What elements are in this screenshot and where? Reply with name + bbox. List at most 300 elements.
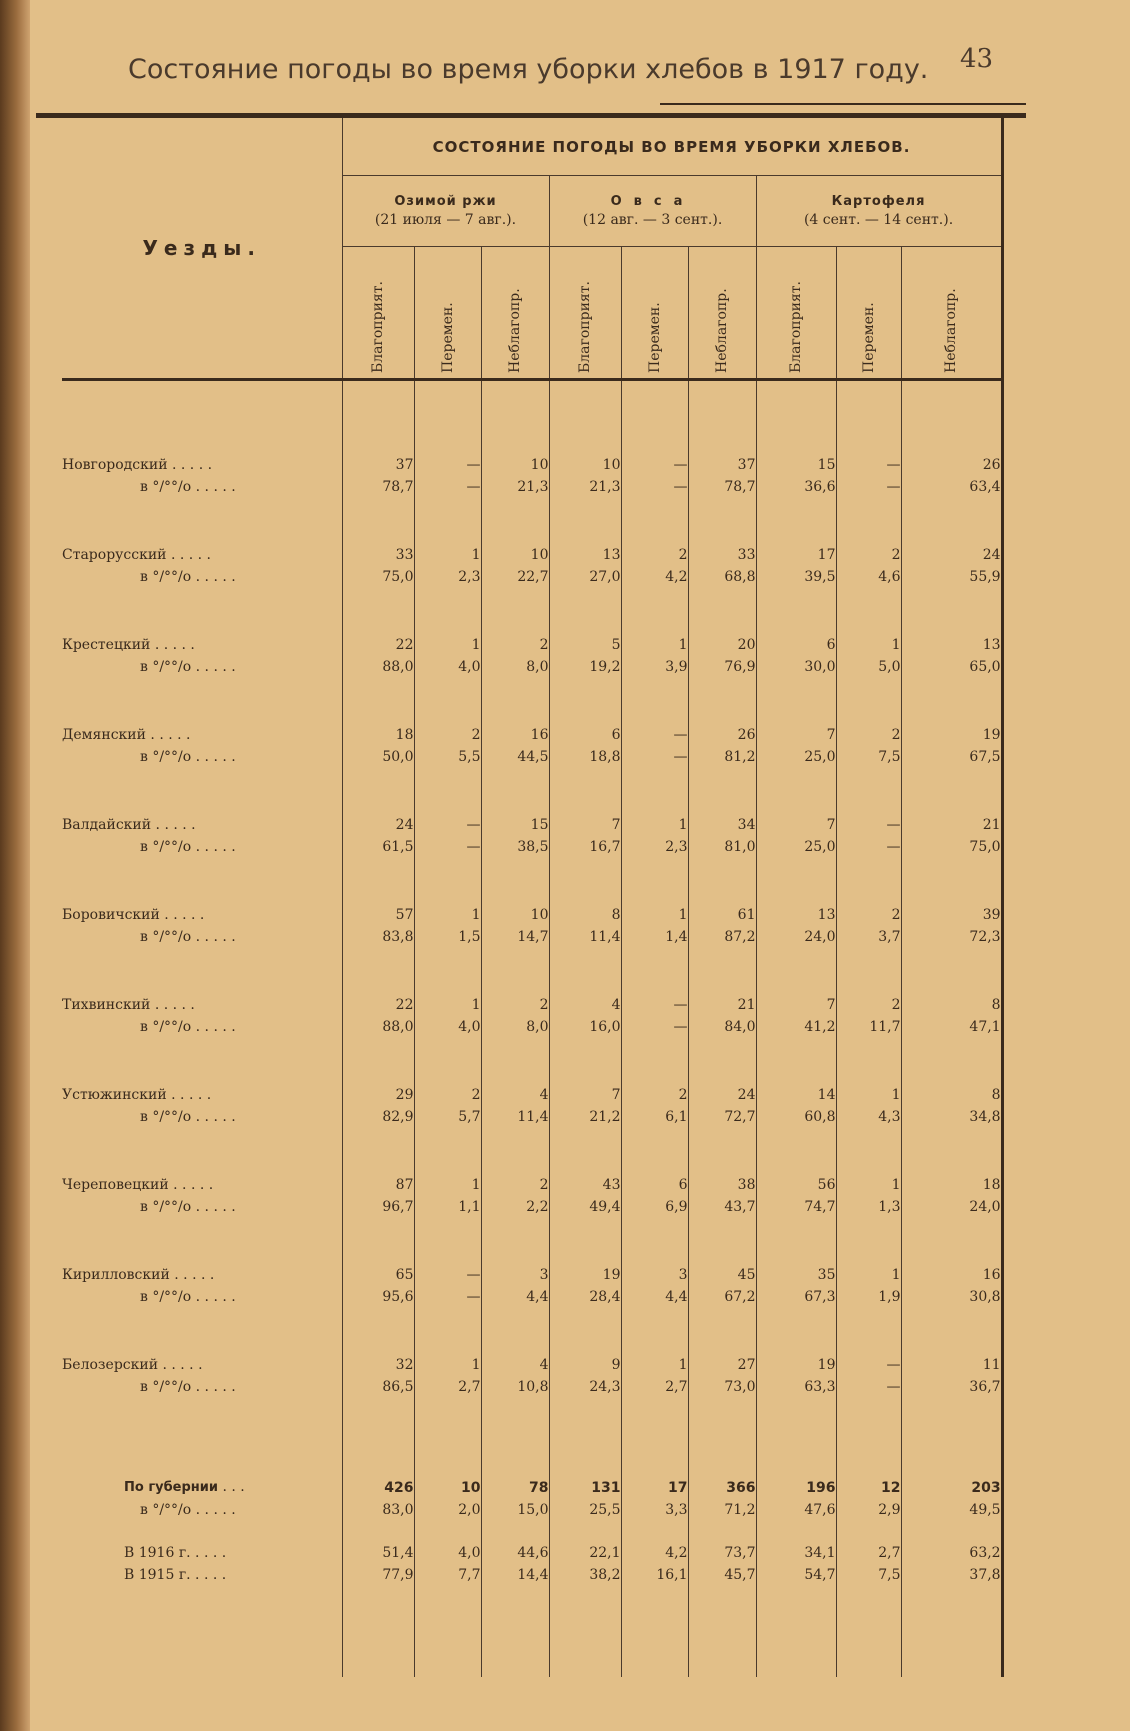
- count-value: 3: [678, 1267, 688, 1283]
- cell: 10 2,0: [414, 1421, 481, 1521]
- cell: [342, 701, 414, 791]
- count-value: —: [673, 727, 688, 743]
- cell: [342, 1151, 414, 1241]
- count-value: 3: [539, 1267, 549, 1283]
- pct-value: 36,7: [969, 1379, 1001, 1395]
- cell: 78 15,0: [481, 1421, 549, 1521]
- pct-value: 78,7: [724, 479, 756, 495]
- pct-value: 4,2: [665, 569, 688, 585]
- pct-value: 75,0: [969, 839, 1001, 855]
- previous-years-row: [62, 1521, 1002, 1607]
- pct-value: 74,7: [804, 1199, 836, 1215]
- pct-value: 24,0: [804, 929, 836, 945]
- count-value: 29: [395, 1087, 414, 1103]
- count-value: 33: [737, 547, 756, 563]
- count-value: 13: [982, 637, 1001, 653]
- pct-value: 44,5: [517, 749, 549, 765]
- pct-label: в °/°°/о . . . . .: [140, 1289, 236, 1305]
- cell: [688, 1241, 756, 1331]
- cell: 131 25,5: [549, 1421, 621, 1521]
- count-value: 7: [826, 727, 836, 743]
- cell: [549, 611, 621, 701]
- cell: [414, 521, 481, 611]
- pct-label: в °/°°/о . . . . .: [140, 1109, 236, 1125]
- district-name: Крестецкий: [62, 637, 151, 653]
- pct-value: 11,7: [869, 1019, 901, 1035]
- cell: [688, 971, 756, 1061]
- table-row: [62, 611, 1002, 701]
- count-value: 26: [982, 457, 1001, 473]
- cell: [481, 881, 549, 971]
- group-header-potatoes: [756, 176, 1002, 247]
- count-value: 10: [530, 457, 549, 473]
- count-value: 15: [530, 817, 549, 833]
- pct-value: 21,2: [589, 1109, 621, 1125]
- cell: [342, 971, 414, 1061]
- count-value: 21: [737, 997, 756, 1013]
- pct-value: 55,9: [969, 569, 1001, 585]
- count-value: —: [886, 457, 901, 473]
- count-value: 2: [471, 727, 481, 743]
- cell: [481, 521, 549, 611]
- pct-value: 39,5: [804, 569, 836, 585]
- table-row: [62, 791, 1002, 881]
- pct-value: —: [673, 479, 688, 495]
- cell: 22,1 38,2: [549, 1521, 621, 1607]
- count-value: 7: [611, 1087, 621, 1103]
- pct-value: 6,1: [665, 1109, 688, 1125]
- cell: [901, 611, 1002, 701]
- cell: [621, 611, 688, 701]
- pct-value: 30,0: [804, 659, 836, 675]
- cell: [621, 1241, 688, 1331]
- pct-value: 3,7: [878, 929, 901, 945]
- pct-value: —: [466, 1289, 481, 1305]
- district-name-cell: Старорусский . . . . . в °/°°/о . . . . .: [62, 521, 342, 611]
- pct-label: в °/°°/о . . . . .: [140, 479, 236, 495]
- cell: 17 3,3: [621, 1421, 688, 1521]
- pct-value: 50,0: [382, 749, 414, 765]
- count-value: 2: [891, 907, 901, 923]
- group-period: (12 авг. — 3 сент.).: [582, 212, 723, 228]
- count-value: 21: [982, 817, 1001, 833]
- pct-value: 49,4: [589, 1199, 621, 1215]
- pct-value: 81,2: [724, 749, 756, 765]
- pct-value: 2,7: [665, 1379, 688, 1395]
- pct-value: 30,8: [969, 1289, 1001, 1305]
- count-value: 1: [471, 1357, 481, 1373]
- cell: 34,1 54,7: [756, 1521, 836, 1607]
- count-value: 1: [471, 637, 481, 653]
- cell: [481, 701, 549, 791]
- cell: [414, 701, 481, 791]
- cell: [688, 881, 756, 971]
- cell: [549, 1061, 621, 1151]
- cell: [688, 431, 756, 521]
- count-value: 1: [678, 907, 688, 923]
- cell: [342, 1331, 414, 1421]
- pct-value: 8,0: [526, 659, 549, 675]
- count-value: 2: [678, 1087, 688, 1103]
- pct-value: —: [673, 749, 688, 765]
- previous-years-labels: В 1916 г. . . . . В 1915 г. . . . .: [62, 1521, 342, 1607]
- cell: [756, 431, 836, 521]
- group-name: Озимой ржи: [394, 194, 497, 209]
- pct-value: 2,7: [458, 1379, 481, 1395]
- count-value: 37: [395, 457, 414, 473]
- cell: [901, 521, 1002, 611]
- pct-value: 86,5: [382, 1379, 414, 1395]
- cell: [414, 971, 481, 1061]
- count-value: 38: [737, 1177, 756, 1193]
- pct-label: в °/°°/о . . . . .: [140, 749, 236, 765]
- pct-value: 34,8: [969, 1109, 1001, 1125]
- count-value: 7: [826, 817, 836, 833]
- count-value: 19: [982, 727, 1001, 743]
- count-value: 6: [826, 637, 836, 653]
- count-value: 4: [611, 997, 621, 1013]
- count-value: 6: [611, 727, 621, 743]
- cell: [901, 431, 1002, 521]
- count-value: —: [466, 1267, 481, 1283]
- pct-value: —: [466, 839, 481, 855]
- cell: [414, 1331, 481, 1421]
- cell: [901, 791, 1002, 881]
- cell: [836, 611, 901, 701]
- count-value: 1: [891, 1267, 901, 1283]
- group-period: (21 июля — 7 авг.).: [374, 212, 517, 228]
- cell: [756, 1061, 836, 1151]
- subheader-favorable: Благоприят.: [549, 247, 621, 380]
- pct-value: 63,4: [969, 479, 1001, 495]
- book-spine-edge: [0, 0, 30, 1731]
- pct-value: 36,6: [804, 479, 836, 495]
- cell: [481, 431, 549, 521]
- subheader-unfavorable: Неблагопр.: [688, 247, 756, 380]
- cell: [756, 881, 836, 971]
- count-value: 4: [539, 1087, 549, 1103]
- subheader-favorable: Благоприят.: [342, 247, 414, 380]
- pct-value: 10,8: [517, 1379, 549, 1395]
- count-value: 2: [539, 1177, 549, 1193]
- count-value: 1: [678, 1357, 688, 1373]
- cell: [549, 1331, 621, 1421]
- pct-value: 28,4: [589, 1289, 621, 1305]
- cell: [549, 521, 621, 611]
- cell: [621, 881, 688, 971]
- count-value: 4: [539, 1357, 549, 1373]
- count-value: —: [886, 1357, 901, 1373]
- district-name: Боровичский: [62, 907, 160, 923]
- cell: 12 2,9: [836, 1421, 901, 1521]
- count-value: 1: [891, 1177, 901, 1193]
- count-value: 2: [891, 547, 901, 563]
- count-value: 19: [817, 1357, 836, 1373]
- pct-label: в °/°°/о . . . . .: [140, 569, 236, 585]
- count-value: 32: [395, 1357, 414, 1373]
- column-header-uezdy: Уезды.: [62, 118, 342, 380]
- pct-value: 21,3: [589, 479, 621, 495]
- pct-value: 7,5: [878, 749, 901, 765]
- district-name-cell: Крестецкий . . . . . в °/°°/о . . . . .: [62, 611, 342, 701]
- cell: [549, 1241, 621, 1331]
- cell: [688, 611, 756, 701]
- district-name: Новгородский: [62, 457, 168, 473]
- pct-value: —: [886, 1379, 901, 1395]
- cell: [688, 1061, 756, 1151]
- pct-value: —: [466, 479, 481, 495]
- cell: [756, 971, 836, 1061]
- cell: [481, 1151, 549, 1241]
- cell: 63,2 37,8: [901, 1521, 1002, 1607]
- cell: [836, 1331, 901, 1421]
- subheader-unfavorable: Неблагопр.: [901, 247, 1002, 380]
- count-value: —: [886, 817, 901, 833]
- district-name: Череповецкий: [62, 1177, 169, 1193]
- cell: [836, 701, 901, 791]
- count-value: —: [466, 457, 481, 473]
- count-value: 27: [737, 1357, 756, 1373]
- pct-label: в °/°°/о . . . . .: [140, 929, 236, 945]
- count-value: 43: [602, 1177, 621, 1193]
- cell: [688, 1331, 756, 1421]
- group-header-rye: [342, 176, 549, 247]
- count-value: 7: [826, 997, 836, 1013]
- count-value: 13: [817, 907, 836, 923]
- count-value: 33: [395, 547, 414, 563]
- cell: [549, 701, 621, 791]
- pct-value: 60,8: [804, 1109, 836, 1125]
- cell: [342, 521, 414, 611]
- page-number: 43: [960, 44, 994, 74]
- cell: [414, 611, 481, 701]
- count-value: 10: [530, 547, 549, 563]
- pct-value: 4,0: [458, 1019, 481, 1035]
- pct-value: 83,8: [382, 929, 414, 945]
- pct-value: 27,0: [589, 569, 621, 585]
- cell: [414, 1061, 481, 1151]
- cell: [756, 1151, 836, 1241]
- pct-value: 3,9: [665, 659, 688, 675]
- pct-value: 78,7: [382, 479, 414, 495]
- cell: [901, 1331, 1002, 1421]
- count-value: 5: [611, 637, 621, 653]
- pct-value: 2,3: [665, 839, 688, 855]
- pct-value: 1,9: [878, 1289, 901, 1305]
- count-value: 6: [678, 1177, 688, 1193]
- pct-value: 61,5: [382, 839, 414, 855]
- pct-value: 38,5: [517, 839, 549, 855]
- cell: [836, 791, 901, 881]
- cell: [481, 1241, 549, 1331]
- cell: [342, 431, 414, 521]
- pct-value: 4,6: [878, 569, 901, 585]
- count-value: 15: [817, 457, 836, 473]
- count-value: 1: [471, 1177, 481, 1193]
- count-value: 8: [991, 997, 1001, 1013]
- cell: [756, 1241, 836, 1331]
- table-row: [62, 1151, 1002, 1241]
- pct-value: 76,9: [724, 659, 756, 675]
- pct-value: 1,3: [878, 1199, 901, 1215]
- cell: [621, 701, 688, 791]
- pct-value: 68,8: [724, 569, 756, 585]
- cell: [836, 1061, 901, 1151]
- cell: [621, 431, 688, 521]
- pct-value: —: [886, 839, 901, 855]
- cell: [621, 521, 688, 611]
- cell: [901, 1241, 1002, 1331]
- cell: [342, 791, 414, 881]
- pct-value: 72,7: [724, 1109, 756, 1125]
- pct-value: 19,2: [589, 659, 621, 675]
- pct-value: 41,2: [804, 1019, 836, 1035]
- count-value: 18: [395, 727, 414, 743]
- cell: [549, 881, 621, 971]
- pct-value: 63,3: [804, 1379, 836, 1395]
- pct-label: в °/°°/о . . . . .: [140, 1199, 236, 1215]
- pct-value: 25,0: [804, 839, 836, 855]
- pct-value: 21,3: [517, 479, 549, 495]
- subheader-variable: Перемен.: [621, 247, 688, 380]
- district-name-cell: Тихвинский . . . . . в °/°°/о . . . . .: [62, 971, 342, 1061]
- cell: 196 47,6: [756, 1421, 836, 1521]
- district-name-cell: Устюжинский . . . . . в °/°°/о . . . . .: [62, 1061, 342, 1151]
- cell: [481, 971, 549, 1061]
- pct-value: 88,0: [382, 1019, 414, 1035]
- count-value: 14: [817, 1087, 836, 1103]
- district-name-cell: Боровичский . . . . . в °/°°/о . . . . .: [62, 881, 342, 971]
- cell: 73,7 45,7: [688, 1521, 756, 1607]
- count-value: 9: [611, 1357, 621, 1373]
- pct-value: 73,0: [724, 1379, 756, 1395]
- pct-value: 75,0: [382, 569, 414, 585]
- pct-value: 14,7: [517, 929, 549, 945]
- pct-value: 2,2: [526, 1199, 549, 1215]
- cell: [621, 1151, 688, 1241]
- total-label: По губернии: [124, 1480, 219, 1495]
- count-value: 10: [602, 457, 621, 473]
- cell: [621, 791, 688, 881]
- count-value: 57: [395, 907, 414, 923]
- cell: 2,7 7,5: [836, 1521, 901, 1607]
- cell: [688, 701, 756, 791]
- pct-value: 84,0: [724, 1019, 756, 1035]
- pct-value: 88,0: [382, 659, 414, 675]
- cell: 4,0 7,7: [414, 1521, 481, 1607]
- count-value: 10: [530, 907, 549, 923]
- header-rule-thin: [660, 103, 1026, 105]
- count-value: 8: [611, 907, 621, 923]
- pct-value: 1,5: [458, 929, 481, 945]
- count-value: 19: [602, 1267, 621, 1283]
- count-value: 1: [891, 637, 901, 653]
- pct-value: 4,0: [458, 659, 481, 675]
- pct-value: 67,3: [804, 1289, 836, 1305]
- count-value: 8: [991, 1087, 1001, 1103]
- count-value: 24: [982, 547, 1001, 563]
- cell: [414, 1151, 481, 1241]
- cell: [549, 791, 621, 881]
- table-row: [62, 1241, 1002, 1331]
- cell: [836, 431, 901, 521]
- pct-value: 81,0: [724, 839, 756, 855]
- pct-value: 65,0: [969, 659, 1001, 675]
- cell: [836, 521, 901, 611]
- count-value: 13: [602, 547, 621, 563]
- pct-value: 4,4: [665, 1289, 688, 1305]
- count-value: —: [673, 997, 688, 1013]
- count-value: 16: [530, 727, 549, 743]
- pct-value: 16,7: [589, 839, 621, 855]
- district-name: Тихвинский: [62, 997, 151, 1013]
- pct-value: 16,0: [589, 1019, 621, 1035]
- count-value: 56: [817, 1177, 836, 1193]
- cell: [901, 1151, 1002, 1241]
- cell: [549, 971, 621, 1061]
- cell: [901, 971, 1002, 1061]
- cell: [481, 1331, 549, 1421]
- cell: [756, 521, 836, 611]
- cell: [549, 1151, 621, 1241]
- pct-value: —: [886, 479, 901, 495]
- table-row: [62, 701, 1002, 791]
- cell: [549, 431, 621, 521]
- cell: [621, 971, 688, 1061]
- district-name-cell: Белозерский . . . . . в °/°°/о . . . . .: [62, 1331, 342, 1421]
- count-value: 22: [395, 997, 414, 1013]
- district-name-cell: Кирилловский . . . . . в °/°°/о . . . . .: [62, 1241, 342, 1331]
- cell: [901, 1061, 1002, 1151]
- page-title: Состояние погоды во время уборки хлебов в 1917 году.: [128, 54, 929, 85]
- cell: [688, 791, 756, 881]
- pct-value: 1,1: [458, 1199, 481, 1215]
- total-name-cell: По губернии . . . в °/°°/о . . . . .: [62, 1421, 342, 1521]
- count-value: 1: [678, 637, 688, 653]
- pct-value: —: [673, 1019, 688, 1035]
- cell: [481, 1061, 549, 1151]
- pct-value: 18,8: [589, 749, 621, 765]
- cell: [481, 791, 549, 881]
- count-value: 7: [611, 817, 621, 833]
- pct-value: 24,3: [589, 1379, 621, 1395]
- group-period: (4 сент. — 14 сент.).: [803, 212, 954, 228]
- pct-value: 72,3: [969, 929, 1001, 945]
- cell: [621, 1061, 688, 1151]
- count-value: 35: [817, 1267, 836, 1283]
- cell: [836, 881, 901, 971]
- district-name-cell: Череповецкий . . . . . в °/°°/о . . . . .: [62, 1151, 342, 1241]
- table-row: [62, 1061, 1002, 1151]
- count-value: 26: [737, 727, 756, 743]
- district-name: Старорусский: [62, 547, 167, 563]
- cell: [836, 1151, 901, 1241]
- table-row: [62, 881, 1002, 971]
- count-value: —: [673, 457, 688, 473]
- count-value: 34: [737, 817, 756, 833]
- total-row: [62, 1421, 1002, 1521]
- district-name: Валдайский: [62, 817, 152, 833]
- pct-value: 43,7: [724, 1199, 756, 1215]
- cell: [756, 611, 836, 701]
- district-name: Белозерский: [62, 1357, 159, 1373]
- count-value: 1: [471, 907, 481, 923]
- pct-label: в °/°°/о . . . . .: [140, 1019, 236, 1035]
- count-value: 16: [982, 1267, 1001, 1283]
- pct-label: в °/°°/о . . . . .: [140, 839, 236, 855]
- table-row: [62, 971, 1002, 1061]
- cell: 366 71,2: [688, 1421, 756, 1521]
